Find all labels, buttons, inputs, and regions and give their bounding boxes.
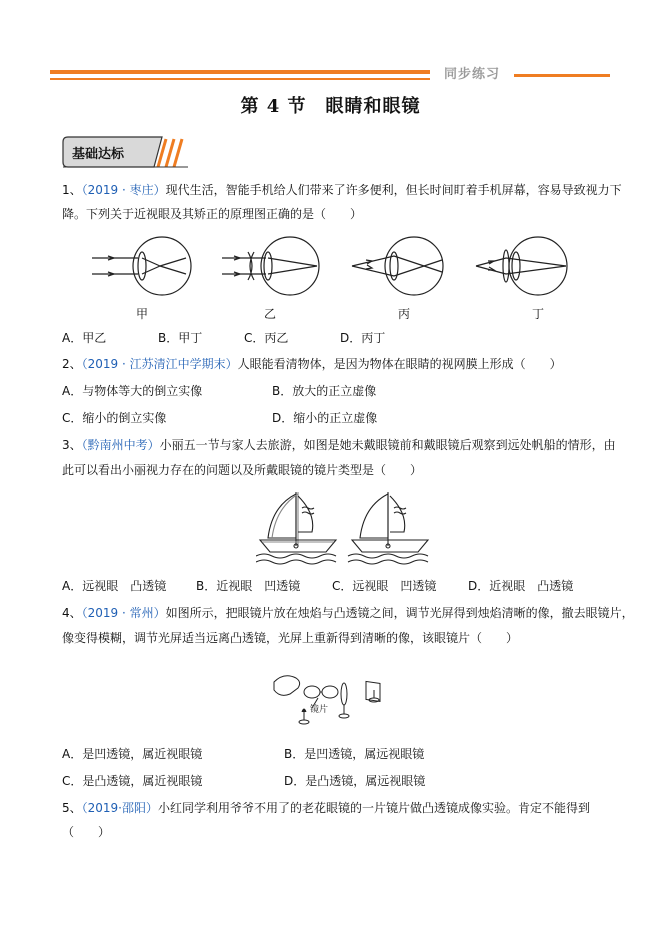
q2-source: （2019 · 江苏清江中学期末） <box>81 357 238 371</box>
q1-figure-label-ding: 丁 <box>531 307 544 321</box>
q3-text: 小丽五一节与家人去旅游，如图是她未戴眼镜前和戴眼镜后观察到远处帆船的情形，由 <box>159 438 616 452</box>
q3-line1 <box>62 437 616 453</box>
page-title: 第 4 节 眼睛和眼镜 <box>240 96 421 117</box>
q4-source: （2019 · 常州） <box>81 606 166 620</box>
q3-option-c[interactable]: C．远视眼 凹透镜 <box>332 579 437 593</box>
q4-option-a[interactable]: A．是凹透镜，属近视眼镜 <box>62 747 203 761</box>
q1-option-a[interactable]: A．甲乙 <box>62 331 107 345</box>
q1-source: （2019 · 枣庄） <box>81 183 166 197</box>
q1-figure-label-yi: 乙 <box>263 307 276 321</box>
header-tag: 同步练习 <box>443 67 500 82</box>
q2-option-d[interactable]: D．缩小的正立虚像 <box>272 411 378 425</box>
q1-option-b[interactable]: B．甲丁 <box>158 331 203 345</box>
q2-number: 2、 <box>62 357 82 371</box>
q1-line1 <box>62 182 622 198</box>
eye-diagram-yi <box>222 237 319 295</box>
header-rule-thin <box>50 78 430 80</box>
q4-optics-figure <box>270 664 400 728</box>
q5-source: （2019·邵阳） <box>81 801 158 815</box>
section-banner <box>62 136 190 168</box>
q3-sailboat-figure <box>256 486 436 566</box>
q4-text: 如图所示，把眼镜片放在烛焰与凸透镜之间，调节光屏得到烛焰清晰的像，撤去眼镜片， <box>165 606 634 620</box>
q4-line1 <box>62 605 634 621</box>
q3-number: 3、 <box>62 438 82 452</box>
q5-number: 5、 <box>62 801 82 815</box>
q3-source: （黔南州中考） <box>81 438 160 452</box>
q5-text: 小红同学利用爷爷不用了的老花眼镜的一片镜片做凸透镜成像实验。肯定不能得到 <box>158 801 591 815</box>
q4-option-b[interactable]: B．是凹透镜，属远视眼镜 <box>284 747 425 761</box>
q3-option-a[interactable]: A．远视眼 凸透镜 <box>62 579 167 593</box>
eye-diagram-bing <box>352 237 443 295</box>
q4-number: 4、 <box>62 606 82 620</box>
q5-line2: （ ） <box>62 825 111 839</box>
sailboat-clear <box>348 492 428 564</box>
section-label: 基础达标 <box>72 147 125 162</box>
q2-line1 <box>62 356 562 372</box>
header-rule-right <box>514 74 610 77</box>
q1-line2: 降。下列关于近视眼及其矫正的原理图正确的是（ ） <box>62 207 363 221</box>
q5-line1 <box>62 800 590 816</box>
q3-option-d[interactable]: D．近视眼 凸透镜 <box>468 579 574 593</box>
q1-figure-label-jia: 甲 <box>135 307 148 321</box>
q2-text: 人眼能看清物体，是因为物体在眼睛的视网膜上形成（ ） <box>237 357 562 371</box>
q2-option-c[interactable]: C．缩小的倒立实像 <box>62 411 167 425</box>
q1-number: 1、 <box>62 183 82 197</box>
q1-text: 现代生活，智能手机给人们带来了许多便利，但长时间盯着手机屏幕，容易导致视力下 <box>165 183 622 197</box>
q3-option-b[interactable]: B．近视眼 凹透镜 <box>196 579 301 593</box>
q1-figure-label-bing: 丙 <box>397 307 410 321</box>
q1-option-d[interactable]: D．丙丁 <box>340 331 386 345</box>
q4-option-c[interactable]: C．是凸透镜，属近视眼镜 <box>62 774 203 788</box>
header-rule-thick <box>50 70 430 74</box>
eye-diagram-ding <box>476 237 567 295</box>
hand-shape <box>274 676 300 696</box>
q4-line2: 像变得模糊，调节光屏适当远离凸透镜，光屏上重新得到清晰的像，该眼镜片（ ） <box>62 631 519 645</box>
q2-option-a[interactable]: A．与物体等大的倒立实像 <box>62 384 203 398</box>
eye-diagram-jia <box>92 237 191 295</box>
q4-option-d[interactable]: D．是凸透镜，属远视眼镜 <box>284 774 426 788</box>
sailboat-blurry <box>256 492 336 564</box>
q3-line2: 此可以看出小丽视力存在的问题以及所戴眼镜的镜片类型是（ ） <box>62 463 423 477</box>
q1-eye-diagrams <box>90 236 580 302</box>
q1-option-c[interactable]: C．丙乙 <box>244 331 289 345</box>
q2-option-b[interactable]: B．放大的正立虚像 <box>272 384 377 398</box>
q4-figure-lens-label: 镜片 <box>310 705 329 715</box>
